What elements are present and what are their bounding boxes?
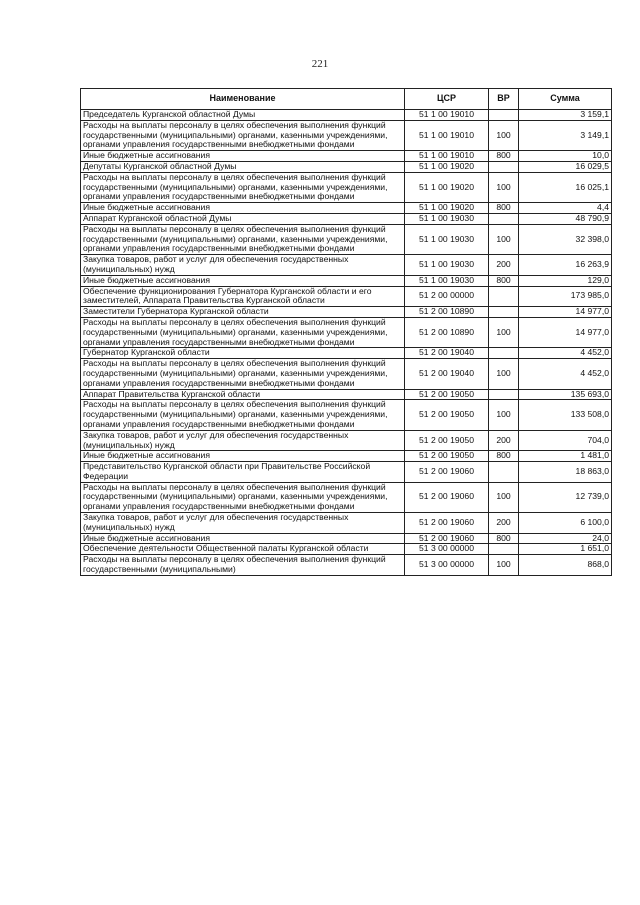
table-row xyxy=(81,359,612,389)
table-row xyxy=(81,161,612,172)
csr-cell: 51 2 00 19040 xyxy=(405,348,489,359)
name-cell: Обеспечение функционирования Губернатора Курганской области и его заместителей, Аппарата Правительства Курганской области xyxy=(81,286,405,307)
table-row xyxy=(81,224,612,254)
name-cell: Обеспечение деятельности Общественной палаты Курганской области xyxy=(81,544,405,555)
vr-cell: 800 xyxy=(489,275,519,286)
sum-cell: 135 693,0 xyxy=(519,389,612,400)
name-cell: Расходы на выплаты персоналу в целях обеспечения выполнения функций государственными (муниципальными) органами, казенными учреждениями, органами управления государственными внебюджетными фондами xyxy=(81,482,405,512)
vr-cell: 800 xyxy=(489,151,519,162)
sum-cell: 16 029,5 xyxy=(519,161,612,172)
csr-cell: 51 1 00 19010 xyxy=(405,120,489,150)
table-body xyxy=(81,110,612,576)
sum-cell: 4 452,0 xyxy=(519,359,612,389)
vr-cell xyxy=(489,213,519,224)
name-cell: Расходы на выплаты персоналу в целях обеспечения выполнения функций государственными (муниципальными) xyxy=(81,555,405,576)
table-row xyxy=(81,275,612,286)
csr-cell: 51 2 00 19050 xyxy=(405,400,489,430)
table-row xyxy=(81,451,612,462)
table-row xyxy=(81,430,612,451)
csr-cell: 51 2 00 19040 xyxy=(405,359,489,389)
header-sum: Сумма xyxy=(519,89,612,110)
vr-cell: 100 xyxy=(489,400,519,430)
table-row xyxy=(81,110,612,121)
header-csr: ЦСР xyxy=(405,89,489,110)
table-row xyxy=(81,317,612,347)
csr-cell: 51 1 00 19030 xyxy=(405,255,489,276)
name-cell: Иные бюджетные ассигнования xyxy=(81,533,405,544)
table-row xyxy=(81,533,612,544)
sum-cell: 24,0 xyxy=(519,533,612,544)
sum-cell: 14 977,0 xyxy=(519,307,612,318)
vr-cell xyxy=(489,544,519,555)
vr-cell: 200 xyxy=(489,430,519,451)
name-cell: Закупка товаров, работ и услуг для обеспечения государственных (муниципальных) нужд xyxy=(81,513,405,534)
table-row xyxy=(81,544,612,555)
sum-cell: 12 739,0 xyxy=(519,482,612,512)
name-cell: Депутаты Курганской областной Думы xyxy=(81,161,405,172)
csr-cell: 51 2 00 19050 xyxy=(405,389,489,400)
name-cell: Расходы на выплаты персоналу в целях обеспечения выполнения функций государственными (муниципальными) органами, казенными учреждениями, органами управления государственными внебюджетными фондами xyxy=(81,172,405,202)
name-cell: Иные бюджетные ассигнования xyxy=(81,275,405,286)
name-cell: Председатель Курганской областной Думы xyxy=(81,110,405,121)
csr-cell: 51 2 00 19060 xyxy=(405,513,489,534)
vr-cell xyxy=(489,307,519,318)
table-row xyxy=(81,482,612,512)
csr-cell: 51 2 00 19060 xyxy=(405,462,489,483)
sum-cell: 173 985,0 xyxy=(519,286,612,307)
table-row xyxy=(81,120,612,150)
sum-cell: 868,0 xyxy=(519,555,612,576)
table-row xyxy=(81,213,612,224)
name-cell: Аппарат Правительства Курганской области xyxy=(81,389,405,400)
name-cell: Расходы на выплаты персоналу в целях обеспечения выполнения функций государственными (муниципальными) органами, казенными учреждениями, органами управления государственными внебюджетными фондами xyxy=(81,317,405,347)
name-cell: Закупка товаров, работ и услуг для обеспечения государственных (муниципальных) нужд xyxy=(81,430,405,451)
sum-cell: 18 863,0 xyxy=(519,462,612,483)
table-row xyxy=(81,462,612,483)
vr-cell: 200 xyxy=(489,255,519,276)
table-row xyxy=(81,172,612,202)
csr-cell: 51 3 00 00000 xyxy=(405,544,489,555)
csr-cell: 51 2 00 19060 xyxy=(405,533,489,544)
sum-cell: 4 452,0 xyxy=(519,348,612,359)
vr-cell: 100 xyxy=(489,317,519,347)
vr-cell xyxy=(489,389,519,400)
name-cell: Иные бюджетные ассигнования xyxy=(81,451,405,462)
name-cell: Представительство Курганской области при Правительстве Российской Федерации xyxy=(81,462,405,483)
vr-cell: 800 xyxy=(489,451,519,462)
csr-cell: 51 1 00 19030 xyxy=(405,224,489,254)
table-row xyxy=(81,203,612,214)
sum-cell: 3 159,1 xyxy=(519,110,612,121)
sum-cell: 133 508,0 xyxy=(519,400,612,430)
sum-cell: 129,0 xyxy=(519,275,612,286)
table-row xyxy=(81,513,612,534)
table-row xyxy=(81,348,612,359)
table-row xyxy=(81,400,612,430)
budget-table xyxy=(80,88,612,576)
vr-cell: 100 xyxy=(489,359,519,389)
csr-cell: 51 2 00 10890 xyxy=(405,307,489,318)
csr-cell: 51 1 00 19020 xyxy=(405,161,489,172)
vr-cell: 100 xyxy=(489,482,519,512)
vr-cell xyxy=(489,286,519,307)
vr-cell xyxy=(489,462,519,483)
sum-cell: 16 025,1 xyxy=(519,172,612,202)
csr-cell: 51 2 00 19050 xyxy=(405,451,489,462)
table-row xyxy=(81,389,612,400)
csr-cell: 51 1 00 19010 xyxy=(405,151,489,162)
csr-cell: 51 1 00 19020 xyxy=(405,172,489,202)
sum-cell: 32 398,0 xyxy=(519,224,612,254)
vr-cell xyxy=(489,348,519,359)
header-vr: ВР xyxy=(489,89,519,110)
name-cell: Расходы на выплаты персоналу в целях обеспечения выполнения функций государственными (муниципальными) органами, казенными учреждениями, органами управления государственными внебюджетными фондами xyxy=(81,224,405,254)
sum-cell: 6 100,0 xyxy=(519,513,612,534)
sum-cell: 1 651,0 xyxy=(519,544,612,555)
vr-cell: 200 xyxy=(489,513,519,534)
sum-cell: 14 977,0 xyxy=(519,317,612,347)
csr-cell: 51 1 00 19010 xyxy=(405,110,489,121)
sum-cell: 3 149,1 xyxy=(519,120,612,150)
sum-cell: 704,0 xyxy=(519,430,612,451)
name-cell: Губернатор Курганской области xyxy=(81,348,405,359)
vr-cell xyxy=(489,110,519,121)
table-row xyxy=(81,151,612,162)
name-cell: Иные бюджетные ассигнования xyxy=(81,151,405,162)
csr-cell: 51 2 00 19050 xyxy=(405,430,489,451)
csr-cell: 51 2 00 10890 xyxy=(405,317,489,347)
csr-cell: 51 3 00 00000 xyxy=(405,555,489,576)
sum-cell: 48 790,9 xyxy=(519,213,612,224)
table-row xyxy=(81,286,612,307)
sum-cell: 10,0 xyxy=(519,151,612,162)
vr-cell: 800 xyxy=(489,533,519,544)
table-row xyxy=(81,307,612,318)
sum-cell: 4,4 xyxy=(519,203,612,214)
vr-cell: 100 xyxy=(489,555,519,576)
csr-cell: 51 1 00 19030 xyxy=(405,275,489,286)
name-cell: Заместители Губернатора Курганской области xyxy=(81,307,405,318)
csr-cell: 51 1 00 19020 xyxy=(405,203,489,214)
csr-cell: 51 2 00 19060 xyxy=(405,482,489,512)
name-cell: Расходы на выплаты персоналу в целях обеспечения выполнения функций государственными (муниципальными) органами, казенными учреждениями, органами управления государственными внебюджетными фондами xyxy=(81,400,405,430)
table-header-row xyxy=(81,89,612,110)
sum-cell: 1 481,0 xyxy=(519,451,612,462)
vr-cell: 100 xyxy=(489,224,519,254)
vr-cell: 100 xyxy=(489,172,519,202)
name-cell: Расходы на выплаты персоналу в целях обеспечения выполнения функций государственными (муниципальными) органами, казенными учреждениями, органами управления государственными внебюджетными фондами xyxy=(81,359,405,389)
vr-cell xyxy=(489,161,519,172)
name-cell: Аппарат Курганской областной Думы xyxy=(81,213,405,224)
name-cell: Закупка товаров, работ и услуг для обеспечения государственных (муниципальных) нужд xyxy=(81,255,405,276)
name-cell: Расходы на выплаты персоналу в целях обеспечения выполнения функций государственными (муниципальными) органами, казенными учреждениями, органами управления государственными внебюджетными фондами xyxy=(81,120,405,150)
vr-cell: 100 xyxy=(489,120,519,150)
sum-cell: 16 263,9 xyxy=(519,255,612,276)
page-number: 221 xyxy=(311,58,329,70)
header-name: Наименование xyxy=(81,89,405,110)
csr-cell: 51 1 00 19030 xyxy=(405,213,489,224)
table-row xyxy=(81,255,612,276)
table-row xyxy=(81,555,612,576)
vr-cell: 800 xyxy=(489,203,519,214)
csr-cell: 51 2 00 00000 xyxy=(405,286,489,307)
name-cell: Иные бюджетные ассигнования xyxy=(81,203,405,214)
